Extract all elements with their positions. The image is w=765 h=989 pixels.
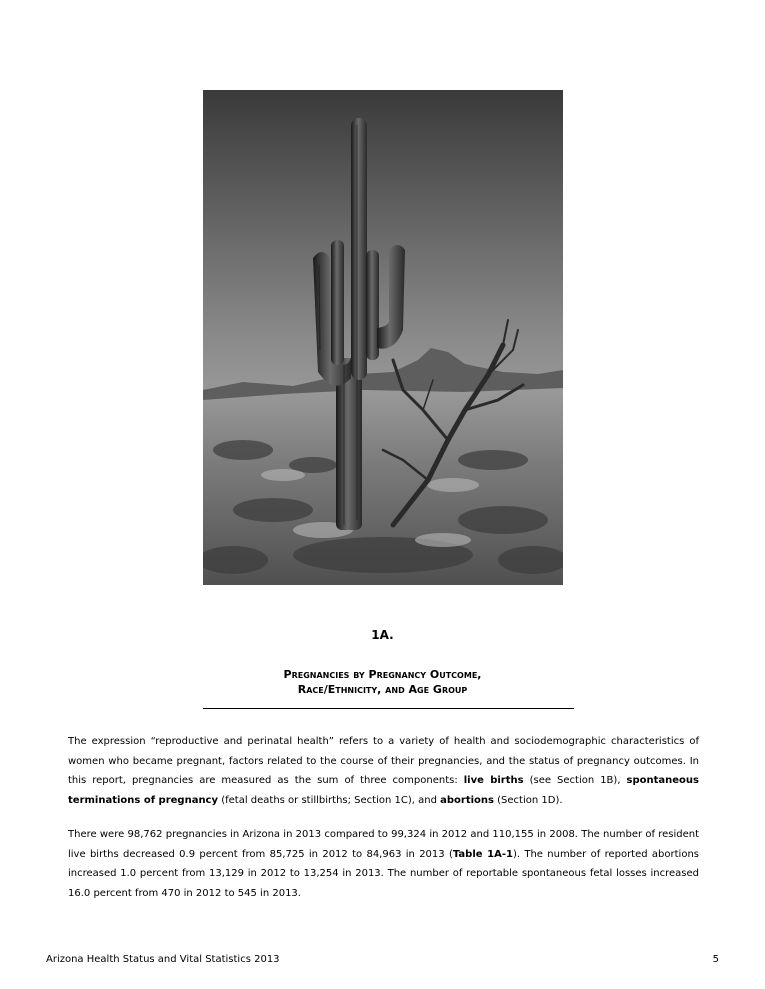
- p1-text-4: (Section 1D).: [493, 794, 563, 806]
- p2-text-1: There were 98,762 pregnancies in Arizona in 2013 compared to 99,324 in 2012 and 110,155 in 2008. The number of resident live births decreased 0.9 percent from 85,725 in 2012 to 84,963 in 2013 (: [68, 829, 699, 860]
- p2-text-2: ). The number of reported abortions increased 1.0 percent from 13,129 in 2012 to 13,254 in 2013. The number of reportable spontaneous fetal losses increased 16.0 percent from 470 in 2012 to 545 in 2013.: [68, 848, 699, 899]
- title-divider: [203, 708, 574, 709]
- p1-text-1: The expression “reproductive and perinatal health” refers to a variety of health and sociodemographic characteristics of women who became pregnant, factors related to the course of their pregnancies, and the status of pregnancy outcomes. In this report, pregnancies are measured as the sum of three components:: [68, 736, 699, 786]
- section-title-line-2: Race/Ethnicity, and Age Group: [297, 683, 468, 696]
- saguaro-cactus-photo: [203, 90, 563, 585]
- p1-text-3: (fetal deaths or stillbirths; Section 1C), and: [218, 794, 441, 806]
- p1-bold-live-births: live births: [463, 775, 524, 786]
- pregnancy-count-paragraph: [68, 825, 699, 903]
- p1-bold-abortions: abortions: [440, 794, 494, 806]
- section-title: [0, 667, 765, 697]
- footer-title: Arizona Health Status and Vital Statistics 2013: [46, 954, 280, 965]
- p1-bold-spontaneous-terminations: spontaneous terminations of pregnancy: [68, 775, 699, 806]
- section-title-line-1: Pregnancies by Pregnancy Outcome,: [283, 668, 482, 681]
- p2-bold-table-ref: Table 1A-1: [452, 848, 513, 860]
- p1-text-2: (see Section 1B),: [523, 775, 627, 786]
- section-number: 1A.: [371, 628, 394, 642]
- page-number: 5: [712, 954, 719, 965]
- intro-paragraph: [68, 732, 699, 810]
